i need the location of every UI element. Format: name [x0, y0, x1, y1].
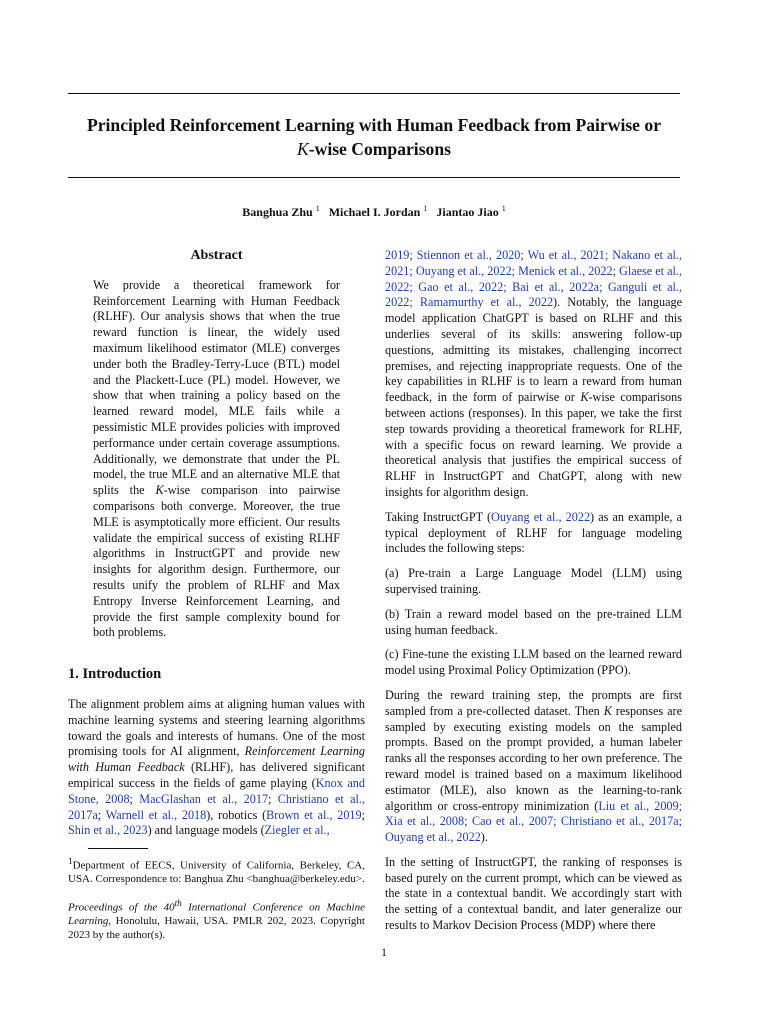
abstract-heading: Abstract	[190, 248, 243, 263]
title-line-2-rest: -wise Comparisons	[308, 139, 451, 159]
proceedings-text: Proceedings of the	[68, 901, 164, 914]
intro-emphasis: Reinforcement Learning with Human Feedback	[68, 744, 365, 775]
proceedings-text: International Conference on Machine Learning	[68, 901, 365, 928]
citation-link[interactable]: Shin et al., 2023	[68, 823, 148, 838]
title-k: K	[297, 139, 309, 159]
body-paragraph	[385, 688, 682, 846]
right-column	[385, 248, 682, 943]
body-text: responses are sampled by executing existing models on the sampled prompts. Based on the prompt provided, a human labeler ranks all the responses according to her own preference. The reward model is trained based on a maximum likelihood estimator (MLE), also known as the learning-to-rank algorithm or cross-entropy minimization (	[385, 703, 682, 813]
citation-link[interactable]: Ouyang et al., 2022	[491, 509, 591, 524]
author-name: Banghua Zhu	[242, 205, 313, 219]
abstract-k: K	[155, 483, 164, 498]
step-c: (c) Fine-tune the existing LLM based on the learned reward model using Proximal Policy Optimization (PPO).	[385, 647, 682, 678]
body-text: ) as an example, a typical deployment of RLHF for language modeling includes the following steps:	[385, 509, 682, 556]
step-b: (b) Train a reward model based on the pre-trained LLM using human feedback.	[385, 606, 682, 637]
section-heading-introduction: 1. Introduction	[68, 666, 162, 683]
author-affiliation: 1	[423, 204, 428, 213]
citation-link[interactable]: Ziegler et al.,	[264, 823, 330, 838]
author-affiliation: 1	[315, 204, 320, 213]
body-text: During the reward training step, the prompts are first sampled from a pre-collected dataset. Then	[385, 687, 682, 718]
intro-text: The alignment problem aims at aligning human values with machine learning systems and steering learning algorithms toward the goals and interests of humans. One of the most promising tools for AI alignment,	[68, 696, 365, 759]
author-list	[68, 204, 680, 220]
title-bottom-rule	[68, 177, 680, 178]
body-paragraph	[385, 510, 682, 557]
footnote	[68, 855, 365, 887]
title-line-1: Principled Reinforcement Learning with Human Feedback from Pairwise or	[86, 115, 661, 135]
body-text: ).	[480, 830, 488, 845]
body-text: -wise comparisons between actions (responses). In this paper, we take the first step towards providing a theoretical framework for RLHF, with a specific focus on reward learning. We provide a theoretical analysis that justifies the empirical success of RLHF in InstructGPT and ChatGPT, along with new insights for algorithm design.	[385, 390, 682, 499]
author-name: Michael I. Jordan	[328, 205, 421, 219]
footnote-mark: 1	[68, 856, 73, 867]
intro-text: ) and language models (	[147, 823, 265, 838]
page-number: 1	[381, 945, 387, 959]
footnote-text: Department of EECS, University of California, Berkeley, CA, USA. Correspondence to: Banghua Zhu <banghua@berkeley.edu>.	[68, 859, 365, 886]
abstract-text: -wise comparison into pairwise comparisons both converge. Moreover, the true MLE is asymptotically more efficient. Our results validate the empirical success of existing RLHF algorithms in InstructGPT and provide new insights for algorithm design. Furthermore, our results unify the problem of RLHF and Max Entropy Inverse Reinforcement Learning, and provide the first sample complexity bound for both problems.	[93, 483, 341, 640]
citation-link[interactable]: MacGlashan et al., 2017	[139, 791, 269, 806]
body-text: Taking InstructGPT (	[385, 509, 492, 524]
step-a: (a) Pre-train a Large Language Model (LLM) using supervised training.	[385, 566, 682, 596]
body-paragraph: In the setting of InstructGPT, the ranking of responses is based purely on the current prompt, which can be viewed as the state in a contextual bandit. We accordingly start with the setting of a contextual bandit, and later generalize our results to Markov Decision Process (MDP) where there	[385, 854, 682, 933]
math-k: K	[603, 703, 612, 718]
top-rule	[68, 93, 680, 94]
citation-list[interactable]: 2019; Stiennon et al., 2020; Wu et al., 2021; Nakano et al., 2021; Ouyang et al., 2022; Menick et al., 2022; Glaese et al., 2022; Gao et al., 2022; Bai et al., 2022a; Ganguli et al., 2022; Ramamurthy et al., 2022	[385, 248, 682, 310]
citation-link[interactable]: Christiano et al., 2017a	[68, 791, 365, 822]
intro-paragraph: The alignment problem aims at aligning human values with machine learning systems and steering learning algorithms toward the goals and interests of humans. One of the most promising tools for AI alignment, Reinforcement Learning with Human Feedback (RLHF), has delivered significant empirical success in the fields of game playing (Knox and Stone, 2008; MacGlashan et al., 2017; Christiano et al., 2017a; Warnell et al., 2018), robotics (Brown et al., 2019; Shin et al., 2023) and language models (Ziegler et al.,	[68, 696, 365, 838]
proceedings-number: 40	[163, 901, 175, 914]
body-text: ). Notably, the language model application ChatGPT is based on RLHF and this underlies several of its skills: answering follow-up questions, admitting its mistakes, challenging incorrect premises, and rejecting inappropriate requests. One of the key capabilities in RLHF is to learn a reward from human feedback, in the form of pairwise or	[385, 295, 682, 405]
proceedings-text: , Honolulu, Hawaii, USA. PMLR 202, 2023. Copyright 2023 by the author(s).	[68, 915, 365, 941]
intro-text: ), robotics (	[206, 807, 267, 822]
title-line-2	[68, 137, 680, 161]
body-paragraph	[385, 248, 682, 501]
citation-link[interactable]: Warnell et al., 2018	[105, 807, 207, 822]
proceedings-sup: th	[174, 897, 182, 908]
left-column	[68, 248, 365, 942]
abstract-body	[93, 278, 340, 641]
citation-link[interactable]: Brown et al., 2019	[266, 807, 362, 822]
citation-link[interactable]: Knox and Stone, 2008	[68, 775, 365, 806]
math-k: K	[580, 390, 589, 405]
proceedings-note	[68, 897, 365, 942]
paper-title	[68, 113, 680, 161]
abstract-text: We provide a theoretical framework for Reinforcement Learning with Human Feedback (RLHF). Our analysis shows that when the true reward function is linear, the widely used maximum likelihood estimator (MLE) converges under both the Bradley-Terry-Luce (BTL) model and the Plackett-Luce (PL) model. However, we show that when training a policy based on the learned reward model, MLE fails while a pessimistic MLE provides policies with improved performance under certain coverage assumptions. Additionally, we demonstrate that under the PL model, the true MLE and an alternative MLE that splits the	[93, 277, 340, 498]
author-affiliation: 1	[501, 204, 506, 213]
intro-text: (RLHF), has delivered significant empirical success in the fields of game playing (	[68, 760, 365, 790]
footnote-rule	[88, 848, 148, 849]
author-name: Jiantao Jiao	[436, 205, 499, 219]
citation-list[interactable]: Liu et al., 2009; Xia et al., 2008; Cao et al., 2007; Christiano et al., 2017a; Ouyang et al., 2022	[385, 798, 682, 845]
